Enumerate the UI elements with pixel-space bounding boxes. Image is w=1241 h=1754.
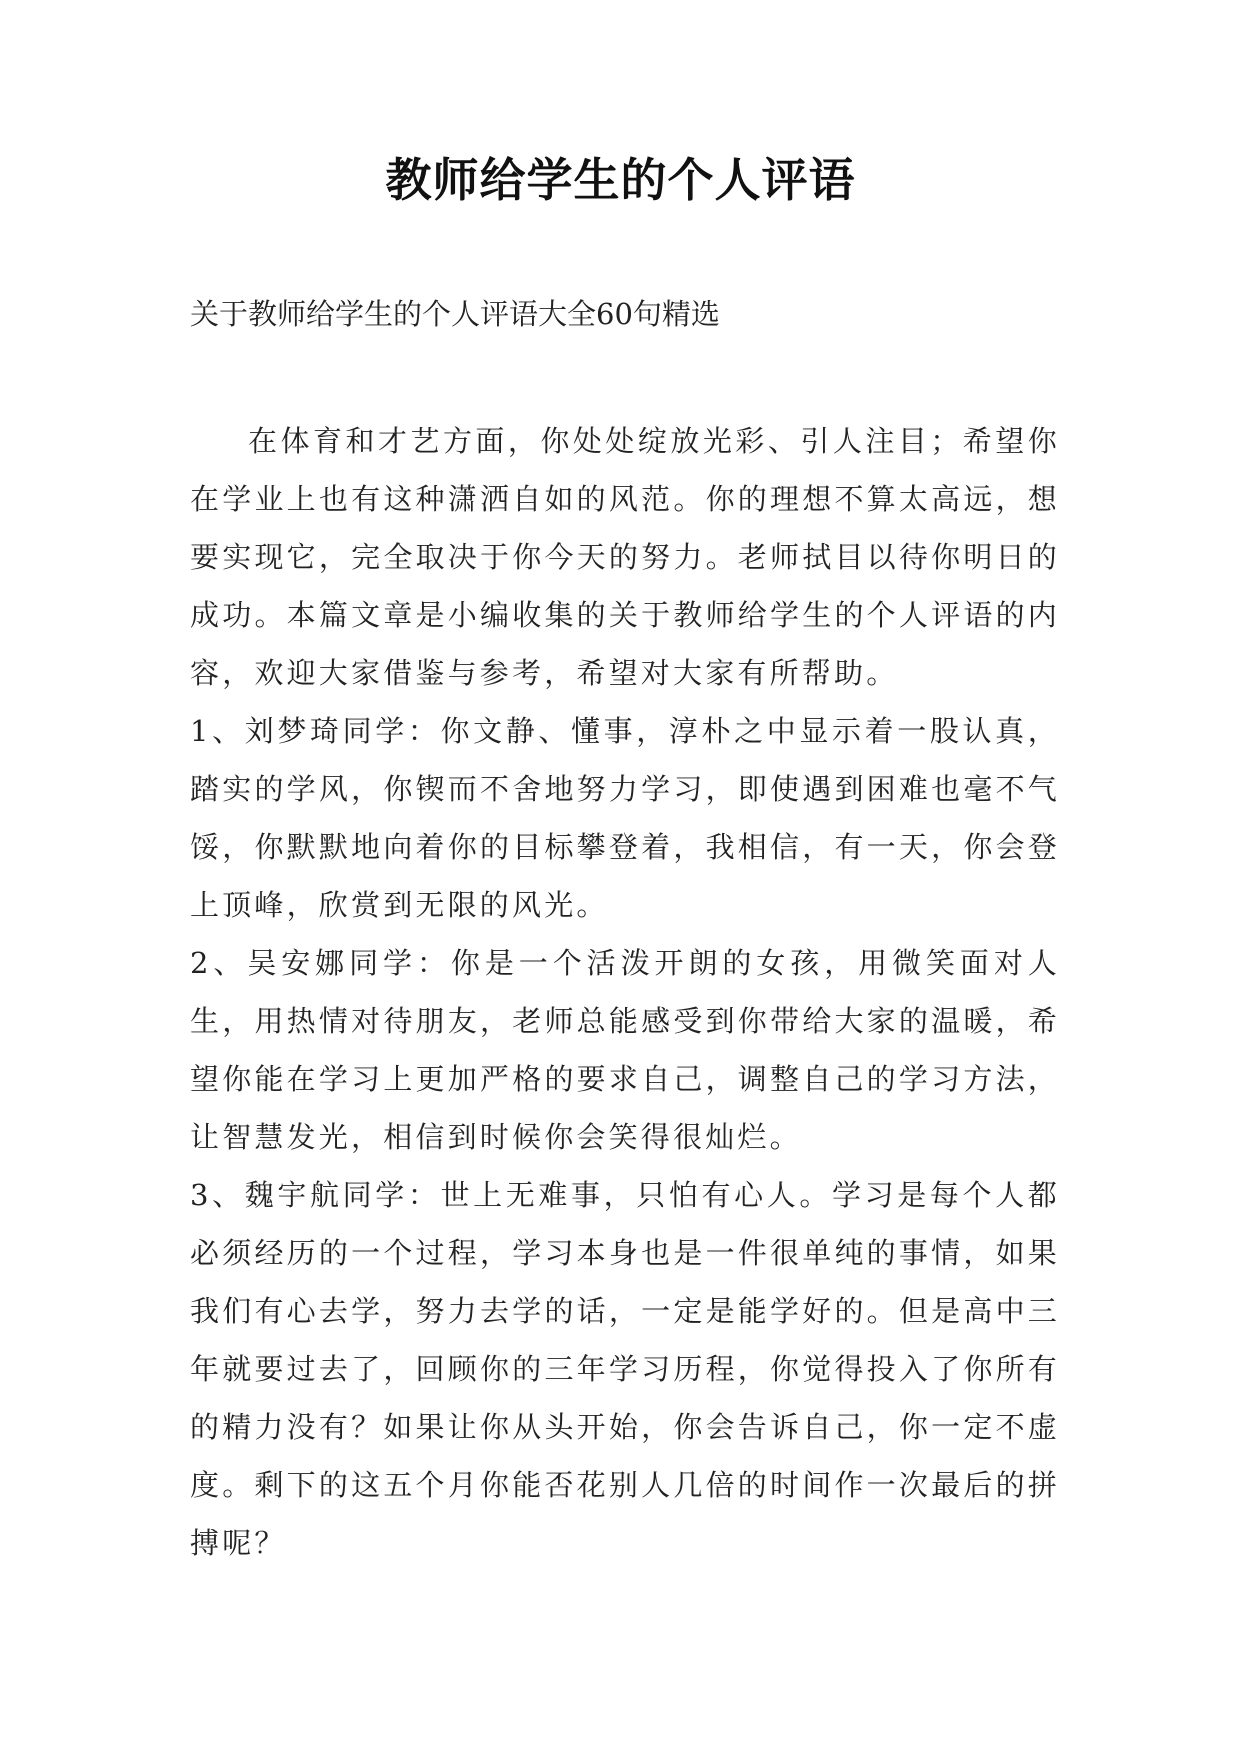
comment-paragraph-2: 2、吴安娜同学：你是一个活泼开朗的女孩，用微笑面对人生，用热情对待朋友，老师总能感受到你带给大家的温暖，希望你能在学习上更加严格的要求自己，调整自己的学习方法，让智慧发光，相信到时候你会笑得很灿烂。 (190, 946, 1060, 1154)
document-body (190, 412, 1060, 1572)
document-title: 教师给学生的个人评语 (385, 153, 856, 207)
intro-paragraph: 在体育和才艺方面，你处处绽放光彩、引人注目；希望你在学业上也有这种潇洒自如的风范。你的理想不算太高远，想要实现它，完全取决于你今天的努力。老师拭目以待你明日的成功。本篇文章是小编收集的关于教师给学生的个人评语的内容，欢迎大家借鉴与参考，希望对大家有所帮助。 (190, 424, 1060, 690)
comment-paragraph-1: 1、刘梦琦同学：你文静、懂事，淳朴之中显示着一股认真，踏实的学风，你锲而不舍地努力学习，即使遇到困难也毫不气馁，你默默地向着你的目标攀登着，我相信，有一天，你会登上顶峰，欣赏到无限的风光。 (190, 714, 1060, 922)
document-subtitle: 关于教师给学生的个人评语大全60句精选 (190, 297, 720, 331)
comment-paragraph-3: 3、魏宇航同学：世上无难事，只怕有心人。学习是每个人都必须经历的一个过程，学习本身也是一件很单纯的事情，如果我们有心去学，努力去学的话，一定是能学好的。但是高中三年就要过去了，回顾你的三年学习历程，你觉得投入了你所有的精力没有？如果让你从头开始，你会告诉自己，你一定不虚度。剩下的这五个月你能否花别人几倍的时间作一次最后的拼搏呢？ (190, 1178, 1060, 1560)
